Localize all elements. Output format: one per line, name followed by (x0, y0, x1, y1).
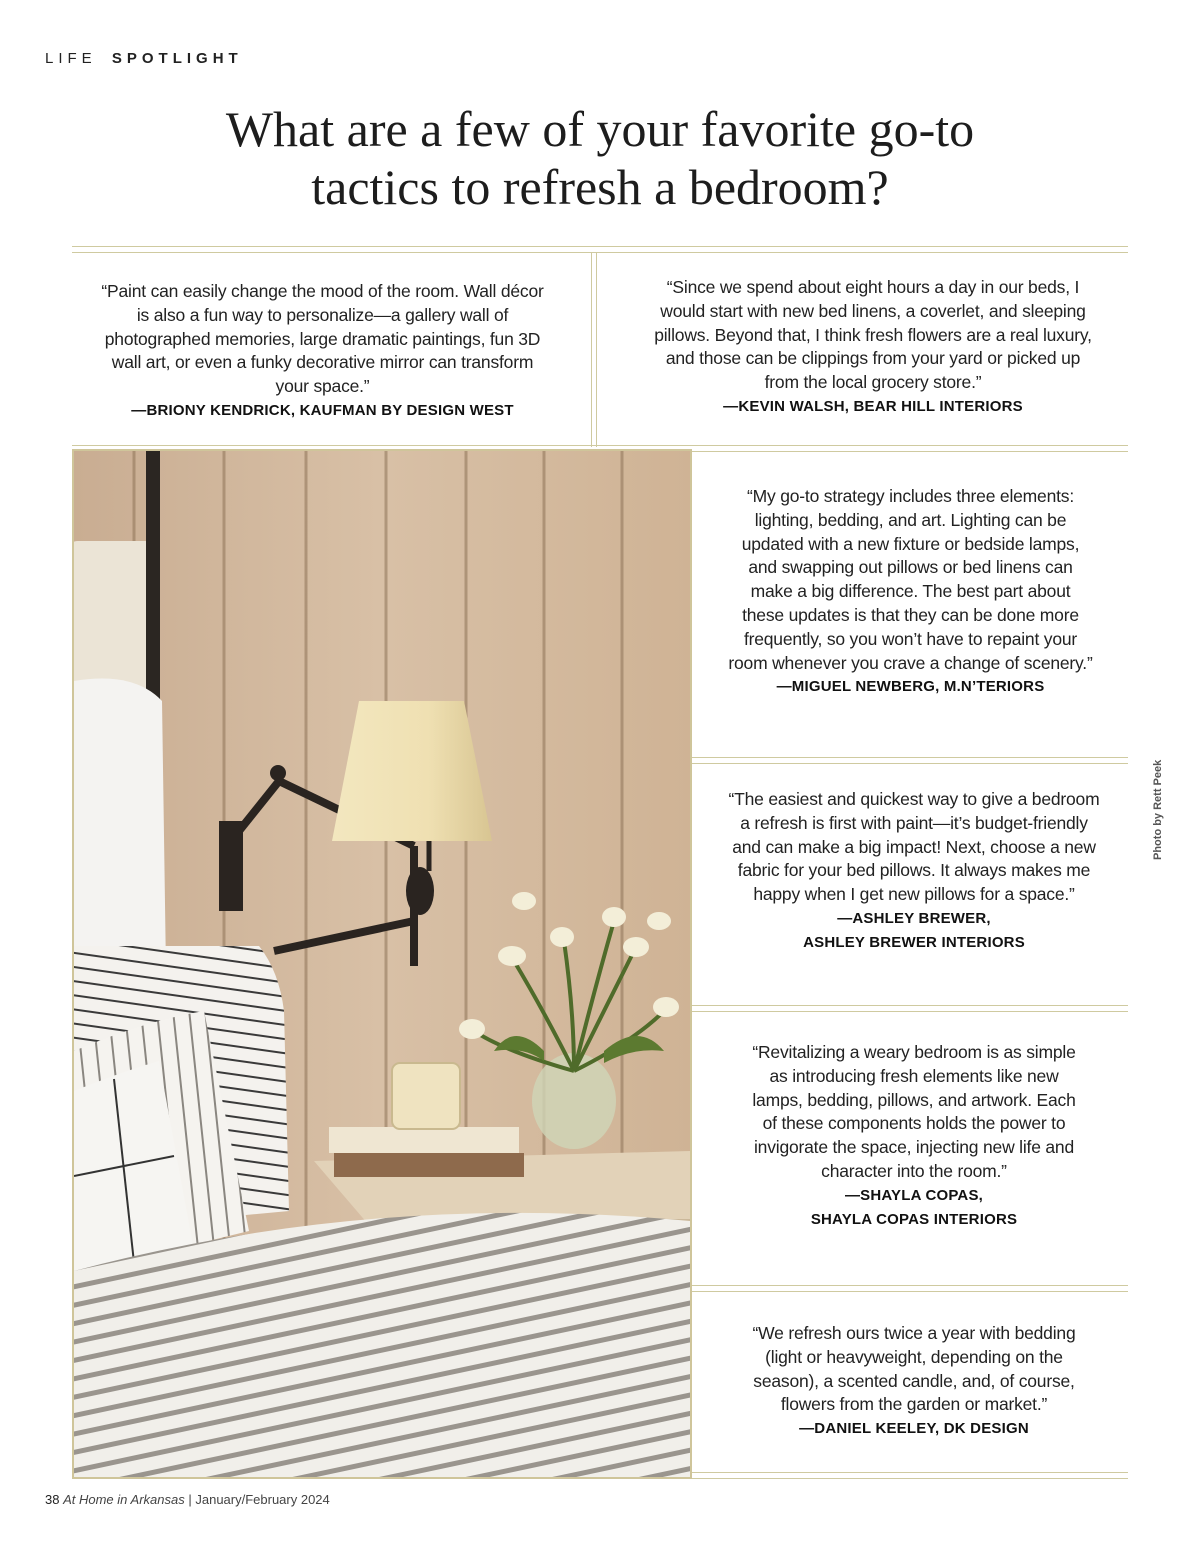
lamp-shade (332, 701, 492, 841)
section-label-life: LIFE (45, 50, 97, 67)
bedroom-photo-illustration (74, 451, 690, 1477)
quote-briony (100, 280, 545, 423)
striped-duvet (74, 1213, 690, 1477)
quote-shayla (750, 1041, 1078, 1232)
magazine-name: At Home in Arkansas (63, 1492, 185, 1507)
quote-attribution: —ASHLEY BREWER, (837, 909, 991, 927)
quote-attribution-company: SHAYLA COPAS INTERIORS (810, 1210, 1018, 1228)
quote-attribution-company: ASHLEY BREWER INTERIORS (803, 933, 1025, 951)
quote-daniel (733, 1322, 1095, 1441)
quote-attribution: —DANIEL KEELEY, DK DESIGN (799, 1420, 1029, 1438)
quote-text: “Paint can easily change the mood of the room. Wall décor is also a fun way to personalize—a gallery wall of photographed memories, large dramatic paintings, fun 3D wall art, or even a funky decorative mirror can transform your space.” (101, 281, 544, 397)
page-footer (45, 1492, 330, 1507)
quote-text: “My go-to strategy includes three elements: lighting, bedding, and art. Lighting can be updated with a new fixture or bedside lamps, and swapping out pillows or bed linens can make a big difference. The best part about these updates is that they can be done more frequently, so you won’t have to repaint your room whenever you crave a change of scenery.” (728, 486, 1093, 673)
quote-attribution: —SHAYLA COPAS, (844, 1186, 984, 1204)
candle-jar (392, 1063, 460, 1129)
headline-line-2: tactics to refresh a bedroom? (311, 159, 889, 215)
quote-divider-1 (690, 757, 1128, 764)
headline-line-1: What are a few of your favorite go-to (225, 101, 975, 157)
book-top (329, 1127, 519, 1153)
photo-credit: Photo by Rett Peek (1152, 759, 1164, 860)
page-number: 38 (45, 1492, 60, 1507)
quote-divider-2 (690, 1005, 1128, 1012)
quote-text: “Since we spend about eight hours a day in our beds, I would start with new bed linens, a coverlet, and sleeping pillows. Beyond that, I think fresh flowers are a real luxury, and those can be clippings from your yard or picked up from the local grocery store.” (654, 277, 1092, 393)
quote-text: “We refresh ours twice a year with bedding (light or heavyweight, depending on the season), a scented candle, and, of course, flowers from the garden or market.” (752, 1323, 1076, 1415)
bottom-rule (690, 1472, 1128, 1479)
top-divider (591, 252, 597, 447)
bedroom-photo (72, 449, 692, 1479)
quote-ashley (728, 788, 1100, 955)
quote-miguel (728, 485, 1093, 699)
white-pillow (74, 679, 166, 982)
book-bottom (334, 1153, 524, 1177)
quote-attribution: —MIGUEL NEWBERG, M.N’TERIORS (776, 678, 1045, 696)
footer-separator: | (188, 1492, 192, 1507)
section-label-spotlight: SPOTLIGHT (111, 50, 243, 67)
quote-attribution: —BRIONY KENDRICK, KAUFMAN BY DESIGN WEST (131, 401, 514, 419)
quote-text: “The easiest and quickest way to give a bedroom a refresh is first with paint—it’s budget-friendly and can make a big impact! Next, choose a new fabric for your bed pillows. It always makes me happy when I get new pillows for a space.” (728, 789, 1100, 905)
quote-attribution: —KEVIN WALSH, BEAR HILL INTERIORS (723, 397, 1023, 415)
top-rule (72, 246, 1128, 253)
issue-date: January/February 2024 (195, 1492, 330, 1507)
section-label (45, 50, 243, 67)
quote-divider-3 (690, 1285, 1128, 1292)
quote-kevin (648, 276, 1098, 419)
headline (100, 100, 1100, 216)
quote-text: “Revitalizing a weary bedroom is as simple as introducing fresh elements like new lamps, bedding, pillows, and artwork. Each of these components holds the power to invigorate the space, injecting new life and character into the room.” (752, 1042, 1076, 1181)
